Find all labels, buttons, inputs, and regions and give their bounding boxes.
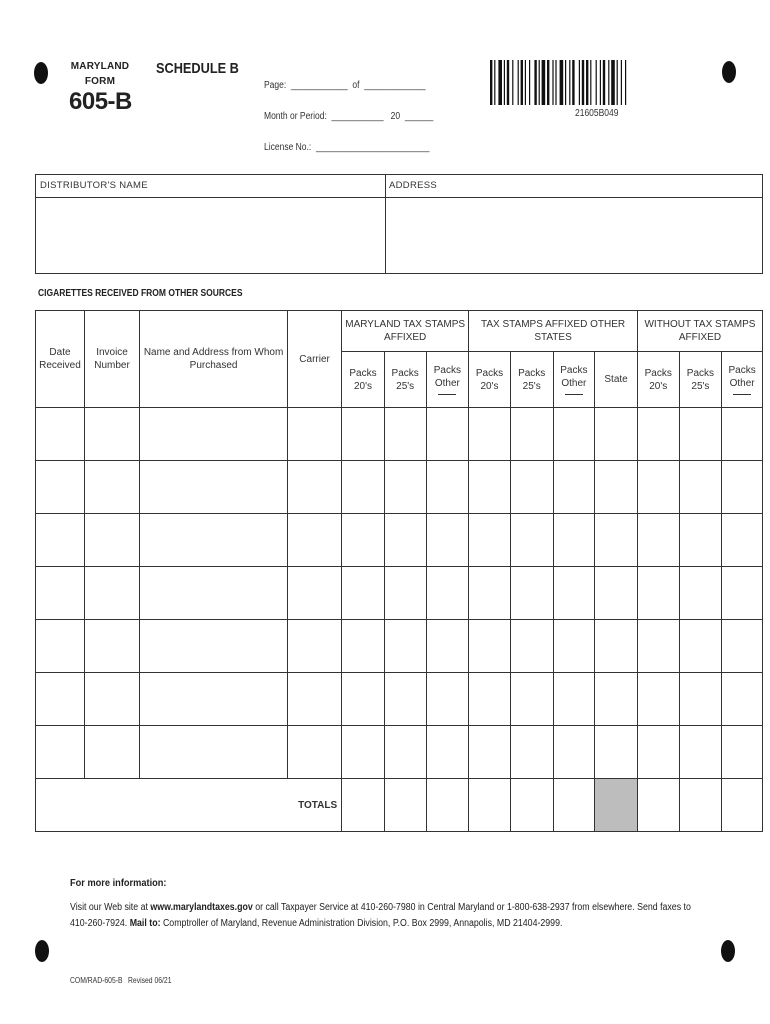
totals-cell[interactable] [510, 779, 553, 832]
table-row [36, 408, 763, 461]
form-number: 605-B [69, 88, 132, 115]
header-wo-packs-20: Packs 20's [637, 352, 679, 408]
totals-cell[interactable] [342, 779, 385, 832]
registration-mark-top-right [722, 61, 736, 83]
totals-cell[interactable] [426, 779, 469, 832]
table-cell[interactable] [426, 726, 469, 779]
table-row [36, 514, 763, 567]
totals-cell[interactable] [679, 779, 722, 832]
header-os-state: State [595, 352, 638, 408]
table-cell[interactable] [595, 461, 638, 514]
table-cell[interactable] [722, 461, 763, 514]
table-cell[interactable] [426, 673, 469, 726]
header-group-maryland: MARYLAND TAX STAMPS AFFIXED [342, 311, 469, 352]
table-row [36, 461, 763, 514]
table-cell[interactable] [288, 461, 342, 514]
header-md-packs-20: Packs 20's [342, 352, 385, 408]
footer-form-code: COM/RAD-605-B [70, 976, 123, 985]
table-cell[interactable] [679, 726, 722, 779]
table-cell[interactable] [36, 514, 85, 567]
table-cell[interactable] [342, 620, 385, 673]
table-cell[interactable] [84, 461, 139, 514]
header-os-packs-20: Packs 20's [469, 352, 511, 408]
table-cell[interactable] [637, 461, 679, 514]
table-cell[interactable] [426, 567, 469, 620]
table-cell[interactable] [722, 620, 763, 673]
table-cell[interactable] [426, 514, 469, 567]
table-cell[interactable] [342, 673, 385, 726]
table-cell[interactable] [637, 620, 679, 673]
page-line: Page: ____________ of _____________ [264, 80, 426, 91]
table-cell[interactable] [140, 620, 288, 673]
table-cell[interactable] [426, 461, 469, 514]
address-field[interactable] [386, 198, 762, 273]
registration-mark-top-left [34, 62, 48, 84]
license-line: License No.: ________________________ [264, 142, 430, 153]
table-cell[interactable] [384, 461, 426, 514]
table-cell[interactable] [469, 620, 511, 673]
totals-cell[interactable] [637, 779, 679, 832]
table-cell[interactable] [722, 514, 763, 567]
table-cell[interactable] [637, 408, 679, 461]
table-cell[interactable] [595, 514, 638, 567]
table-cell[interactable] [469, 514, 511, 567]
table-cell[interactable] [288, 514, 342, 567]
table-cell[interactable] [637, 673, 679, 726]
table-cell[interactable] [342, 461, 385, 514]
table-cell[interactable] [553, 514, 595, 567]
barcode-number: 21605B049 [575, 108, 619, 119]
table-cell[interactable] [722, 567, 763, 620]
table-cell[interactable] [510, 514, 553, 567]
table-cell[interactable] [679, 620, 722, 673]
form-state: MARYLAND [70, 61, 130, 72]
table-cell[interactable] [510, 408, 553, 461]
totals-row [36, 779, 763, 832]
totals-cell[interactable] [469, 779, 511, 832]
table-cell[interactable] [595, 408, 638, 461]
header-wo-packs-25: Packs 25's [679, 352, 722, 408]
table-cell[interactable] [637, 726, 679, 779]
header-os-packs-other: Packs Other [553, 352, 595, 408]
table-cell[interactable] [384, 620, 426, 673]
website-link[interactable]: www.marylandtaxes.gov [150, 902, 253, 913]
table-cell[interactable] [384, 514, 426, 567]
table-cell[interactable] [140, 514, 288, 567]
table-cell[interactable] [595, 726, 638, 779]
registration-mark-bottom-left [35, 940, 49, 962]
table-cell[interactable] [426, 408, 469, 461]
table-cell[interactable] [595, 620, 638, 673]
table-cell[interactable] [469, 567, 511, 620]
mail-to-label: Mail to: [129, 918, 161, 929]
totals-cell[interactable] [722, 779, 763, 832]
registration-mark-bottom-right [721, 940, 735, 962]
table-cell[interactable] [595, 567, 638, 620]
table-cell[interactable] [84, 567, 139, 620]
table-cell[interactable] [342, 726, 385, 779]
table-cell[interactable] [637, 514, 679, 567]
table-cell[interactable] [342, 408, 385, 461]
table-cell[interactable] [553, 567, 595, 620]
table-row [36, 567, 763, 620]
table-cell[interactable] [288, 726, 342, 779]
header-invoice-number: Invoice Number [84, 311, 139, 408]
table-cell[interactable] [140, 673, 288, 726]
table-cell[interactable] [36, 620, 85, 673]
header-wo-packs-other: Packs Other [722, 352, 763, 408]
table-cell[interactable] [84, 514, 139, 567]
table-cell[interactable] [84, 408, 139, 461]
cigarettes-table [35, 310, 763, 832]
table-cell[interactable] [342, 567, 385, 620]
footer-revised: Revised 06/21 [128, 976, 172, 985]
table-cell[interactable] [722, 673, 763, 726]
table-cell[interactable] [469, 461, 511, 514]
table-cell[interactable] [140, 461, 288, 514]
table-cell[interactable] [140, 726, 288, 779]
address-label: ADDRESS [389, 180, 438, 191]
table-cell[interactable] [36, 726, 85, 779]
table-cell[interactable] [510, 673, 553, 726]
form-word: FORM [84, 76, 116, 87]
header-group-without-stamps: WITHOUT TAX STAMPS AFFIXED [637, 311, 762, 352]
table-cell[interactable] [510, 726, 553, 779]
table-cell[interactable] [384, 726, 426, 779]
table-cell[interactable] [288, 620, 342, 673]
totals-label: TOTALS [36, 779, 342, 832]
table-cell[interactable] [553, 408, 595, 461]
table-cell[interactable] [426, 620, 469, 673]
table-cell[interactable] [469, 673, 511, 726]
table-cell[interactable] [595, 673, 638, 726]
table-cell[interactable] [342, 514, 385, 567]
table-row [36, 673, 763, 726]
table-row [36, 726, 763, 779]
header-group-other-states: TAX STAMPS AFFIXED OTHER STATES [469, 311, 638, 352]
table-cell[interactable] [510, 620, 553, 673]
info-title: For more information: [70, 877, 167, 889]
table-cell[interactable] [288, 408, 342, 461]
table-cell[interactable] [384, 408, 426, 461]
table-cell[interactable] [288, 567, 342, 620]
table-cell[interactable] [384, 673, 426, 726]
table-cell[interactable] [288, 673, 342, 726]
header-md-packs-other: Packs Other [426, 352, 469, 408]
table-row [36, 620, 763, 673]
distributor-name-field[interactable] [36, 198, 384, 273]
table-cell[interactable] [679, 567, 722, 620]
table-cell[interactable] [679, 408, 722, 461]
table-cell[interactable] [722, 408, 763, 461]
table-cell[interactable] [36, 408, 85, 461]
table-cell[interactable] [722, 726, 763, 779]
table-cell[interactable] [36, 461, 85, 514]
table-cell[interactable] [140, 408, 288, 461]
table-cell[interactable] [679, 461, 722, 514]
distributor-name-label: DISTRIBUTOR'S NAME [40, 180, 148, 191]
table-cell[interactable] [84, 726, 139, 779]
table-cell[interactable] [510, 461, 553, 514]
section-title: CIGARETTES RECEIVED FROM OTHER SOURCES [38, 288, 243, 299]
totals-cell[interactable] [553, 779, 595, 832]
table-cell[interactable] [553, 673, 595, 726]
table-cell[interactable] [553, 461, 595, 514]
header-date-received: Date Received [36, 311, 85, 408]
table-cell[interactable] [637, 567, 679, 620]
totals-state-shaded-cell [595, 779, 638, 832]
table-cell[interactable] [510, 567, 553, 620]
table-cell[interactable] [36, 673, 85, 726]
table-cell[interactable] [679, 514, 722, 567]
table-cell[interactable] [553, 620, 595, 673]
table-cell[interactable] [140, 567, 288, 620]
table-cell[interactable] [679, 673, 722, 726]
period-line: Month or Period: ___________ 20 ______ [264, 111, 434, 122]
table-cell[interactable] [84, 673, 139, 726]
table-cell[interactable] [469, 726, 511, 779]
table-cell[interactable] [84, 620, 139, 673]
table-cell[interactable] [36, 567, 85, 620]
header-carrier: Carrier [288, 311, 342, 408]
table-cell[interactable] [384, 567, 426, 620]
schedule-title: SCHEDULE B [156, 60, 239, 77]
barcode-image [490, 60, 702, 105]
totals-cell[interactable] [384, 779, 426, 832]
table-cell[interactable] [553, 726, 595, 779]
header-os-packs-25: Packs 25's [510, 352, 553, 408]
info-text: Visit our Web site at www.marylandtaxes.gov or call Taxpayer Service at 410-260-7980 in Central Maryland or 1-800-638-2937 from elsewhere. Send faxes to 410-260-7924. Mail to: Comptroller of Maryland, Revenue Administration Division, P.O. Box 2999, Annapolis, MD 21404-2999. [70, 902, 691, 929]
table-cell[interactable] [469, 408, 511, 461]
header-name-address: Name and Address from Whom Purchased [140, 311, 288, 408]
header-md-packs-25: Packs 25's [384, 352, 426, 408]
